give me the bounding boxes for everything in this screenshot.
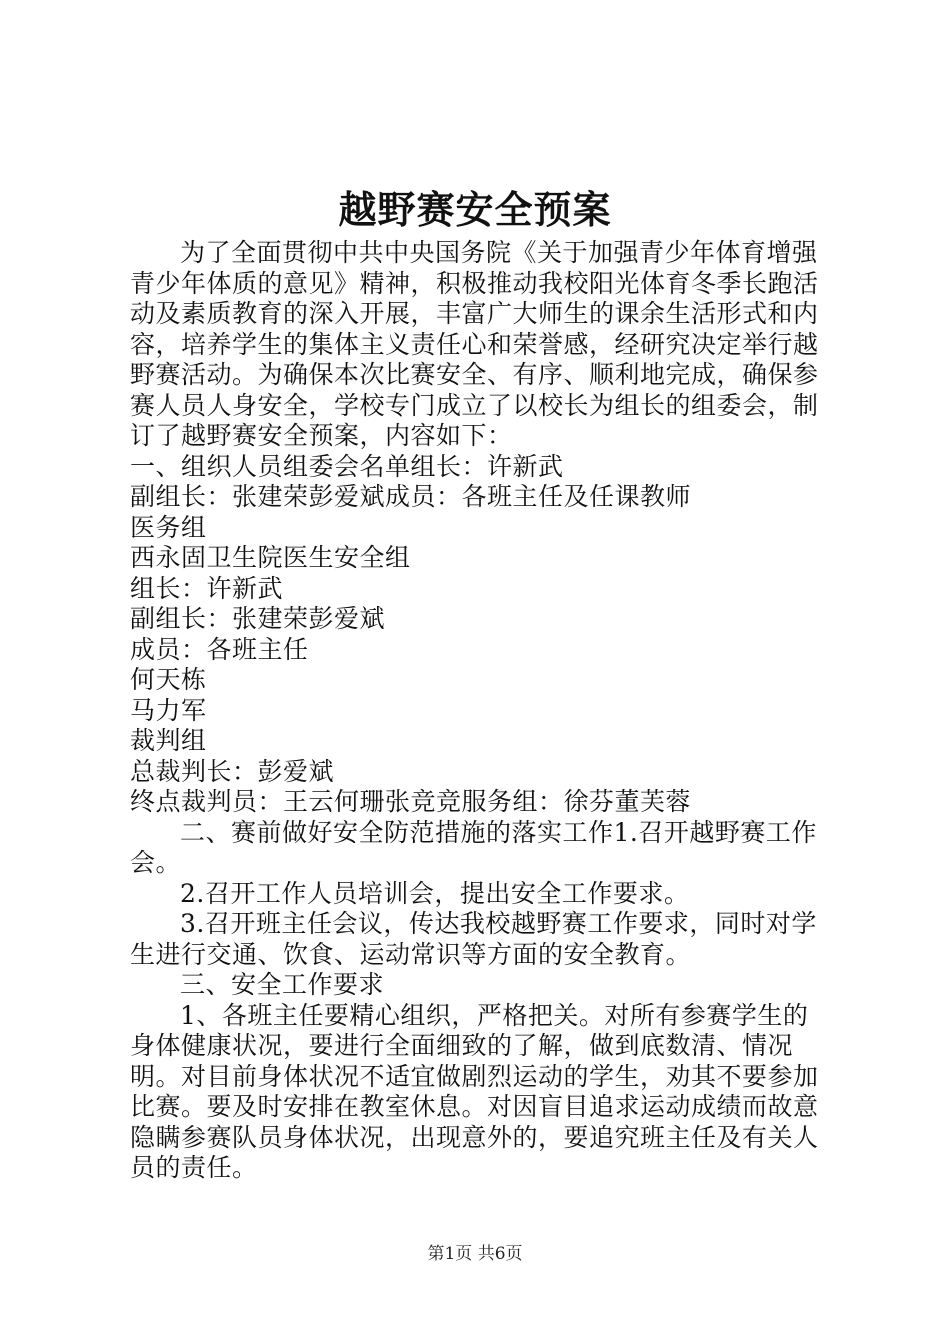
org-line-4: 西永固卫生院医生安全组 — [130, 543, 411, 572]
org-line-1: 一、组织人员组委会名单组长：许新武 — [130, 451, 564, 481]
document-body — [130, 238, 830, 1184]
intro-paragraph: 为了全面贯彻中共中央国务院《关于加强青少年体育增强青少年体质的意见》精神，积极推动我校阳光体育冬季长跑活动及素质教育的深入开展，丰富广大师生的课余生活形式和内容，培养学生的集体主义责任心和荣誉感，经研究决定举行越野赛活动。为确保本次比赛安全、有序、顺利地完成，确保参赛人员人身安全，学校专门成立了以校长为组长的组委会，制订了越野赛安全预案，内容如下： — [130, 238, 819, 450]
org-line-7: 成员：各班主任 — [130, 634, 309, 664]
requirements-paragraph: 1、各班主任要精心组织，严格把关。对所有参赛学生的身体健康状况，要进行全面细致的了解，做到底数清、情况明。对目前身体状况不适宜做剧烈运动的学生，劝其不要参加比赛。要及时安排在教室休息。对因盲目追求运动成绩而故意隐瞒参赛队员身体状况，出现意外的，要追究班主任及有关人员的责任。 — [130, 1000, 819, 1182]
org-line-8: 何天栋 — [130, 665, 207, 694]
meeting-paragraph: 3.召开班主任会议，传达我校越野赛工作要求，同时对学生进行交通、饮食、运动常识等方面的安全教育。 — [130, 909, 817, 969]
org-line-2: 副组长：张建荣彭爱斌成员：各班主任及任课教师 — [130, 482, 692, 511]
org-line-10: 裁判组 — [130, 726, 207, 755]
section-two-paragraph: 二、赛前做好安全防范措施的落实工作1.召开越野赛工作会。 — [130, 817, 817, 877]
org-line-5: 组长：许新武 — [130, 573, 284, 603]
page-number: 第1页 共6页 — [427, 1244, 523, 1264]
org-line-11: 总裁判长：彭爱斌 — [130, 756, 335, 786]
section-three-heading: 三、安全工作要求 — [180, 970, 385, 999]
org-line-3: 医务组 — [130, 512, 207, 542]
training-paragraph: 2.召开工作人员培训会，提出安全工作要求。 — [180, 878, 690, 908]
org-line-9: 马力军 — [130, 695, 207, 725]
org-line-6: 副组长：张建荣彭爱斌 — [130, 604, 386, 633]
document-title: 越野赛安全预案 — [338, 187, 612, 232]
org-line-12: 终点裁判员：王云何珊张竞竞服务组：徐芬董芙蓉 — [130, 787, 692, 816]
